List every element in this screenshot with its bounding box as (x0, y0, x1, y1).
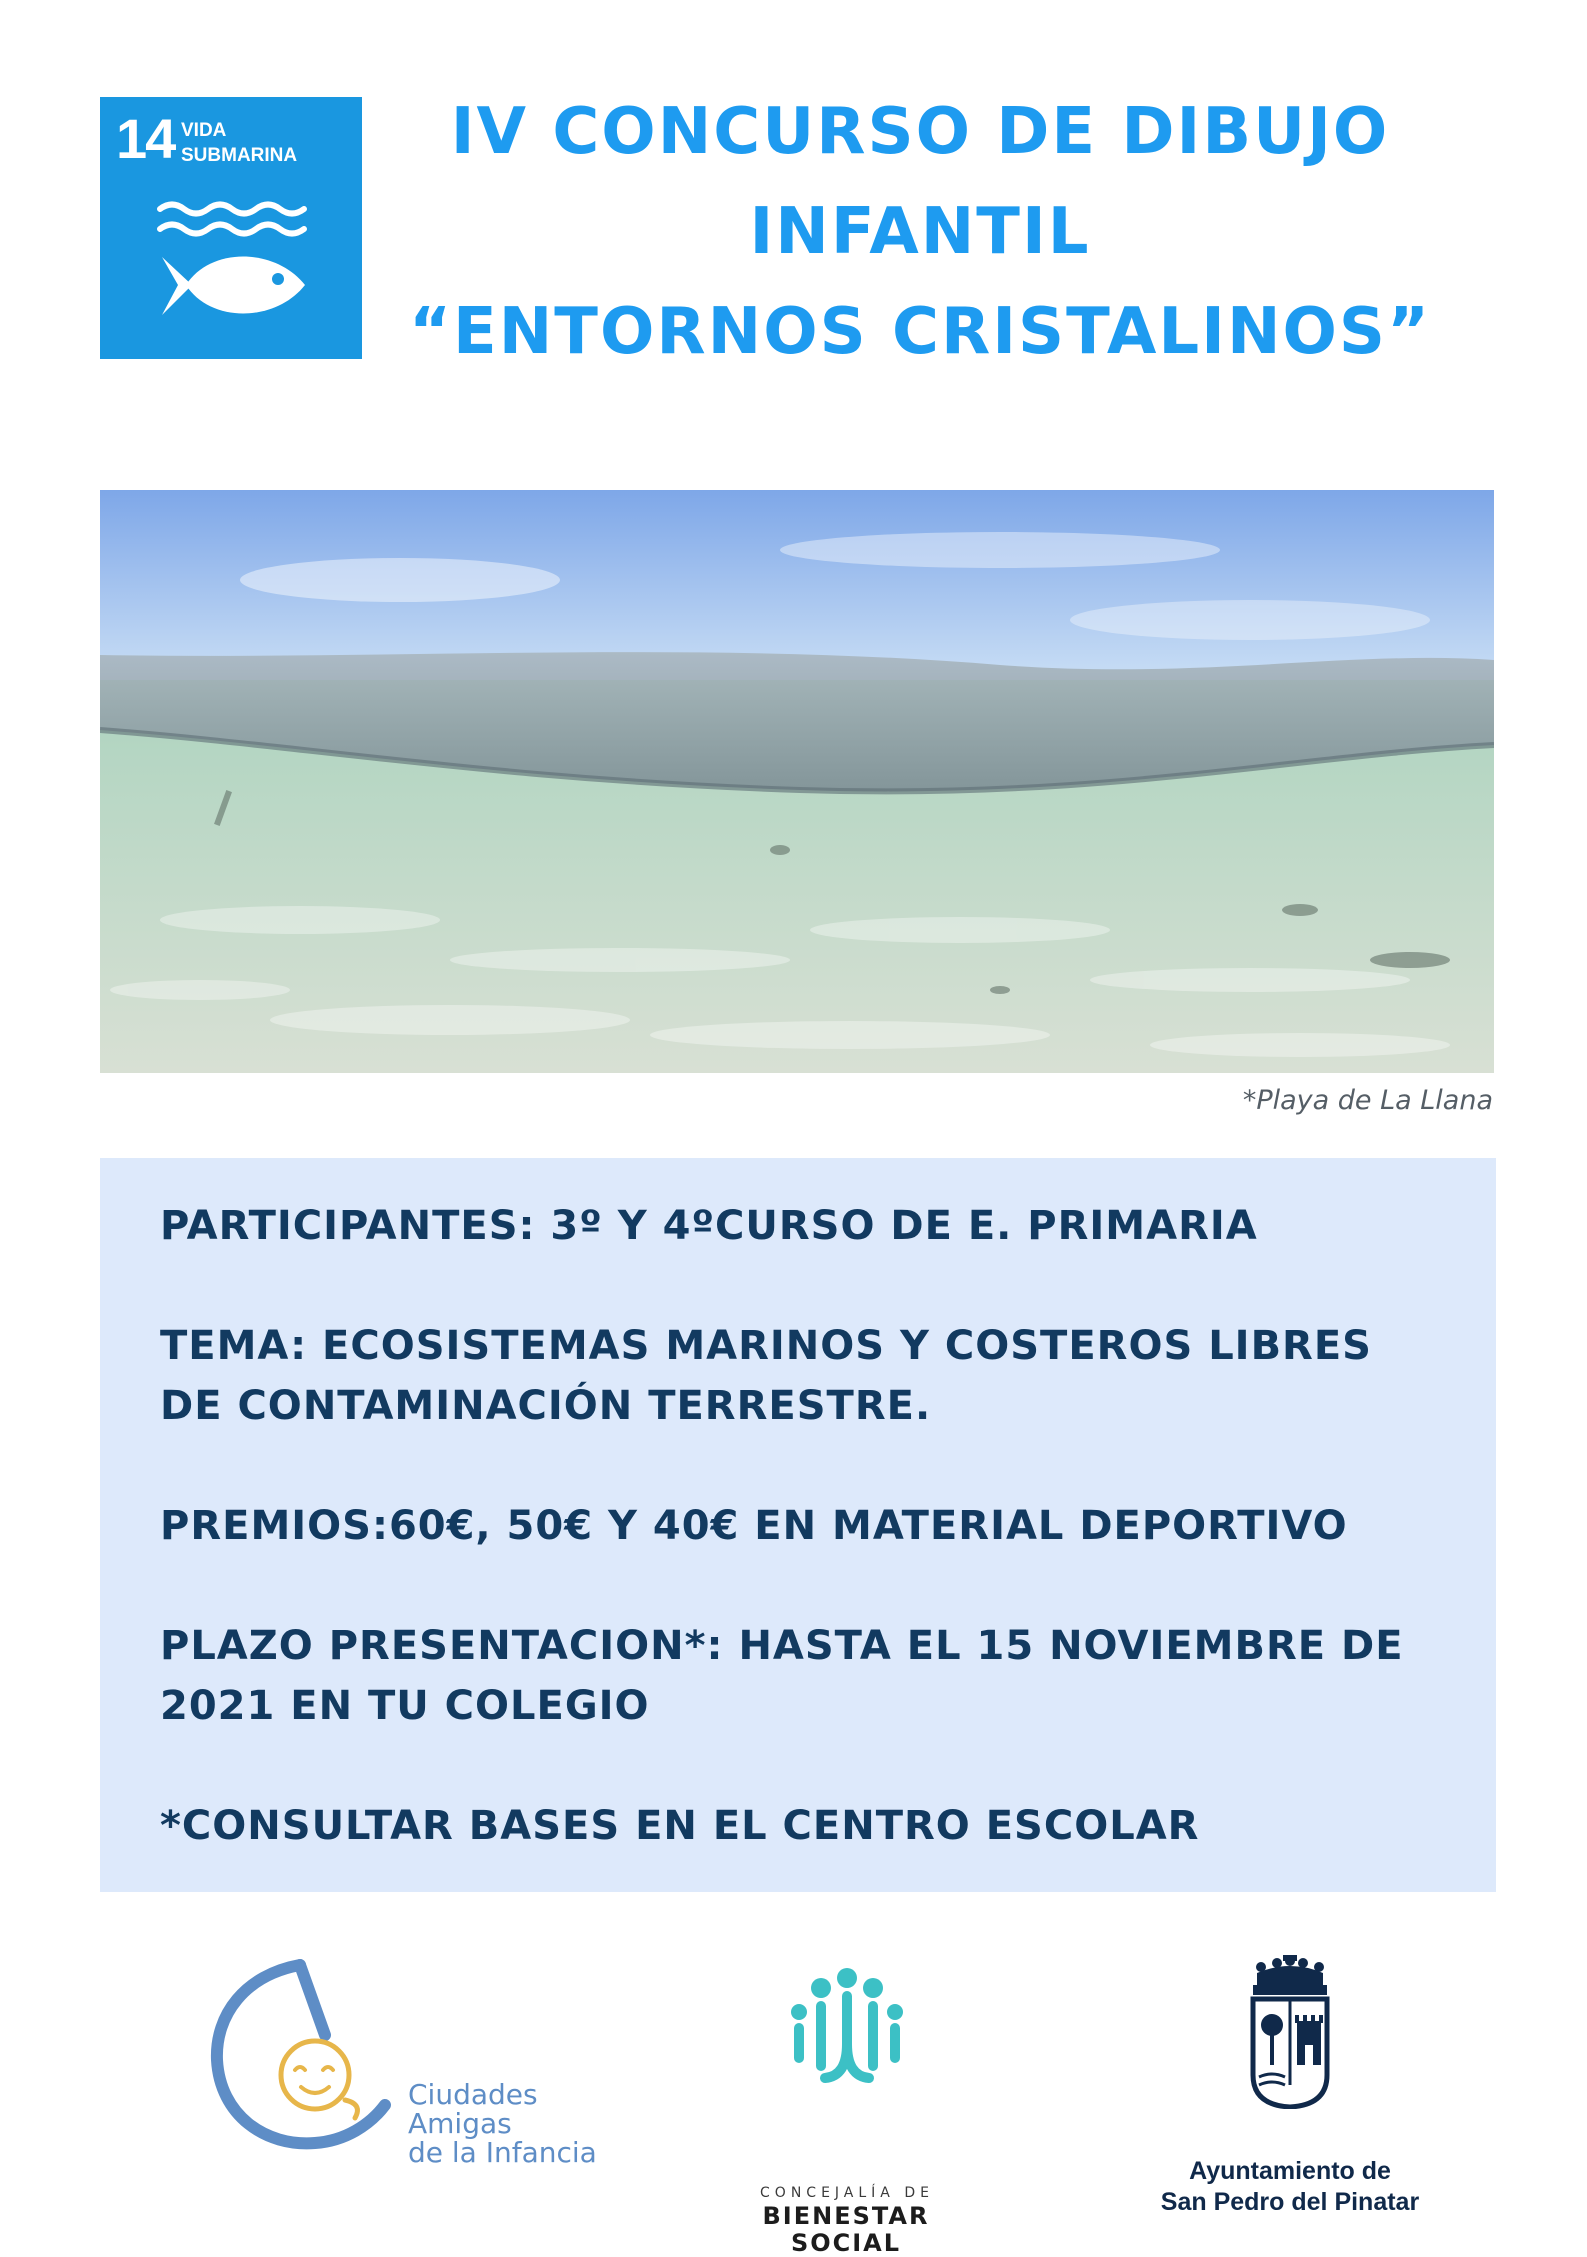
fish-waves-icon (100, 97, 362, 359)
bienestar-line1: BIENESTAR (762, 2202, 930, 2230)
cai-line3: de la Infancia (408, 2136, 597, 2169)
cai-line2: Amigas (408, 2107, 512, 2140)
cai-line1: Ciudades (408, 2078, 538, 2111)
sdg14-badge (100, 97, 362, 359)
bienestar-small-text: CONCEJALÍA DE (760, 2185, 934, 2201)
ayto-line1: Ayuntamiento de (1189, 2157, 1391, 2185)
title-line3: “ENTORNOS CRISTALINOS” (408, 295, 1432, 369)
tema-line2: DE CONTAMINACIÓN TERRESTRE. (160, 1383, 932, 1429)
premios-text: PREMIOS:60€, 50€ Y 40€ EN MATERIAL DEPORTIVO (160, 1503, 1348, 1549)
bienestar-title (744, 2203, 948, 2257)
bienestar-line2: SOCIAL (790, 2229, 902, 2257)
underwater-image (100, 490, 1494, 1073)
title-line2: INFANTIL (749, 195, 1091, 269)
ciudades-amigas-text (408, 2080, 597, 2167)
page-title (380, 82, 1460, 382)
title-line1: IV CONCURSO DE DIBUJO (450, 95, 1390, 169)
ciudades-amigas-logo (205, 1955, 405, 2155)
beach-photo (100, 490, 1494, 1073)
tema-line1: TEMA: ECOSISTEMAS MARINOS Y COSTEROS LIBRES (160, 1323, 1372, 1369)
ayuntamiento-text (1140, 2156, 1440, 2218)
photo-caption: *Playa de La Llana (1242, 1085, 1493, 1116)
plazo-line2: 2021 EN TU COLEGIO (160, 1683, 650, 1729)
sdg-label-line1: VIDA (181, 120, 227, 141)
sdg-number: 14 (116, 107, 175, 170)
sdg-label-line2: SUBMARINA (181, 145, 298, 166)
plazo-line1: PLAZO PRESENTACION*: HASTA EL 15 NOVIEMBRE DE (160, 1623, 1404, 1669)
consultar-text: *CONSULTAR BASES EN EL CENTRO ESCOLAR (160, 1803, 1200, 1849)
ayto-line2: San Pedro del Pinatar (1160, 2188, 1420, 2216)
coat-of-arms-logo (1247, 1955, 1333, 2109)
participantes-text: PARTICIPANTES: 3º Y 4ºCURSO DE E. PRIMARIA (160, 1203, 1258, 1249)
bienestar-social-logo (785, 1966, 909, 2096)
